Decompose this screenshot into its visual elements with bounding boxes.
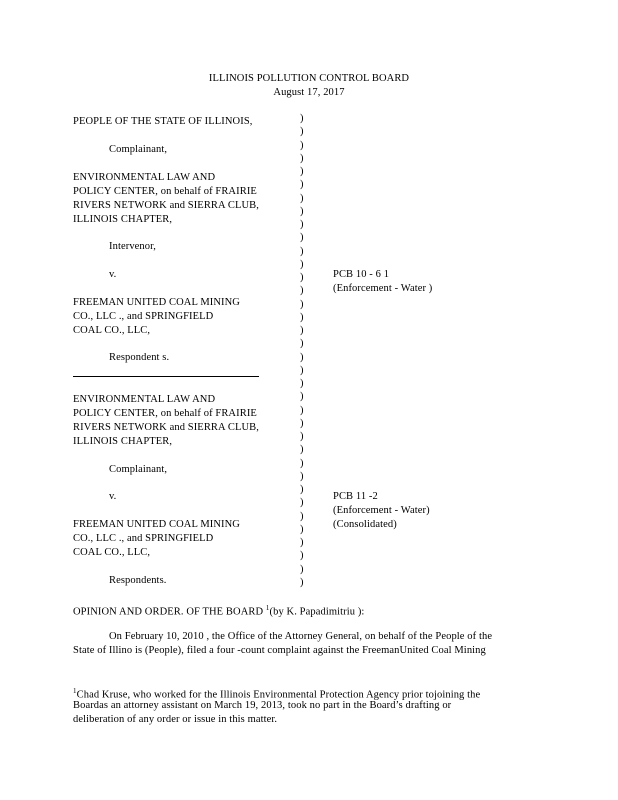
caption-bracket: ) bbox=[300, 338, 304, 350]
caption-bracket: ) bbox=[300, 311, 304, 323]
caption-bracket: ) bbox=[300, 351, 304, 363]
caption-bracket: ) bbox=[300, 298, 304, 310]
footnote-line: deliberation of any order or issue in this matter. bbox=[73, 714, 278, 725]
caption-bracket: ) bbox=[300, 510, 304, 522]
respondents-label: Respondents. bbox=[109, 575, 167, 586]
case-number: PCB 10 - 6 1 bbox=[333, 269, 390, 280]
caption-bracket: ) bbox=[300, 192, 304, 204]
caption-bracket: ) bbox=[300, 272, 304, 283]
consolidated-label: (Consolidated) bbox=[333, 519, 397, 530]
body-paragraph-line: State of Illino is (People), filed a four -count complaint against the FreemanUnited Coal Mining bbox=[73, 645, 486, 656]
complainant-label: Complainant, bbox=[109, 464, 168, 475]
caption-bracket: ) bbox=[300, 166, 304, 177]
caption-bracket: ) bbox=[300, 364, 304, 376]
complainant-line: ENVIRONMENTAL LAW AND bbox=[73, 394, 216, 405]
opinion-byline: (by K. Papadimitriu ): bbox=[269, 606, 365, 618]
versus: v. bbox=[109, 491, 117, 502]
complainant-line: RIVERS NETWORK and SIERRA CLUB, bbox=[73, 422, 259, 433]
caption-bracket: ) bbox=[300, 179, 304, 191]
caption-bracket: ) bbox=[300, 232, 304, 244]
intervenor-line: RIVERS NETWORK and SIERRA CLUB, bbox=[73, 200, 259, 211]
footnote-line: Boardas an attorney assistant on March 19, 2013, took no part in the Board’s drafting or bbox=[73, 700, 452, 711]
caption-bracket: ) bbox=[300, 139, 304, 151]
caption-bracket: ) bbox=[300, 152, 304, 164]
intervenor-label: Intervenor, bbox=[109, 241, 157, 252]
party-people: PEOPLE OF THE STATE OF ILLINOIS, bbox=[73, 116, 253, 127]
caption-bracket: ) bbox=[300, 245, 304, 257]
respondent-line: CO., LLC ., and SPRINGFIELD bbox=[73, 311, 214, 322]
respondent-line: COAL CO., LLC, bbox=[73, 325, 151, 336]
caption-bracket: ) bbox=[300, 523, 304, 535]
order-date: August 17, 2017 bbox=[273, 87, 345, 98]
caption-bracket: ) bbox=[300, 497, 304, 509]
caption-bracket: ) bbox=[300, 219, 304, 230]
caption-bracket: ) bbox=[300, 550, 304, 562]
respondent-line: CO., LLC ., and SPRINGFIELD bbox=[73, 533, 214, 544]
board-title: ILLINOIS POLLUTION CONTROL BOARD bbox=[208, 73, 410, 84]
body-paragraph-line: On February 10, 2010 , the Office of the Attorney General, on behalf of the People of the bbox=[109, 631, 493, 642]
caption-bracket: ) bbox=[300, 113, 304, 124]
respondents-label: Respondent s. bbox=[109, 352, 170, 363]
complainant-line: POLICY CENTER, on behalf of FRAIRIE bbox=[73, 408, 257, 419]
caption-bracket: ) bbox=[300, 563, 304, 575]
caption-bracket: ) bbox=[300, 484, 304, 495]
caption-bracket: ) bbox=[300, 378, 304, 389]
case-type: (Enforcement - Water ) bbox=[333, 283, 433, 294]
caption-bracket: ) bbox=[300, 205, 304, 217]
respondent-line: COAL CO., LLC, bbox=[73, 547, 151, 558]
caption-bracket: ) bbox=[300, 325, 304, 336]
respondent-line: FREEMAN UNITED COAL MINING bbox=[73, 519, 240, 530]
caption-bracket: ) bbox=[300, 126, 304, 138]
case-number: PCB 11 -2 bbox=[333, 491, 378, 502]
footnote-reference: 1 bbox=[265, 604, 270, 612]
caption-separator bbox=[73, 376, 259, 377]
caption-bracket: ) bbox=[300, 417, 304, 429]
caption-bracket: ) bbox=[300, 444, 304, 456]
intervenor-line: POLICY CENTER, on behalf of FRAIRIE bbox=[73, 186, 257, 197]
opinion-heading-text: OPINION AND ORDER. OF THE BOARD bbox=[73, 606, 264, 618]
intervenor-line: ILLINOIS CHAPTER, bbox=[73, 214, 173, 225]
caption-bracket: ) bbox=[300, 576, 304, 588]
complainant-line: ILLINOIS CHAPTER, bbox=[73, 436, 173, 447]
caption-bracket: ) bbox=[300, 470, 304, 482]
caption-bracket-column bbox=[300, 112, 310, 589]
caption-bracket: ) bbox=[300, 457, 304, 469]
caption-bracket: ) bbox=[300, 431, 304, 442]
footnote-mark: 1 bbox=[73, 687, 77, 695]
caption-bracket: ) bbox=[300, 258, 304, 270]
footnote-text: Chad Kruse, who worked for the Illinois Environmental Protection Agency prior tojoining the bbox=[76, 689, 481, 701]
caption-bracket: ) bbox=[300, 404, 304, 416]
complainant-label: Complainant, bbox=[109, 144, 168, 155]
caption-bracket: ) bbox=[300, 537, 304, 548]
opinion-heading bbox=[73, 602, 364, 619]
case-type: (Enforcement - Water) bbox=[333, 505, 430, 516]
caption-bracket: ) bbox=[300, 391, 304, 403]
intervenor-line: ENVIRONMENTAL LAW AND bbox=[73, 172, 216, 183]
versus: v. bbox=[109, 269, 117, 280]
caption-bracket: ) bbox=[300, 285, 304, 297]
respondent-line: FREEMAN UNITED COAL MINING bbox=[73, 297, 240, 308]
